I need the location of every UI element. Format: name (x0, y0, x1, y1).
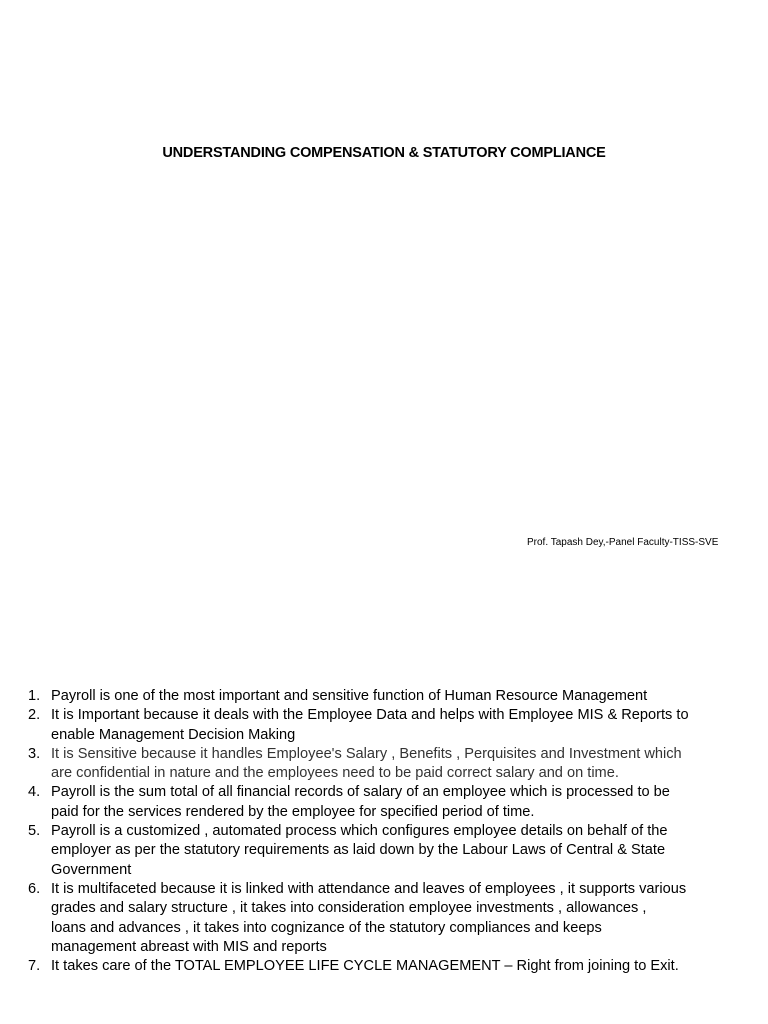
list-item (28, 822, 758, 880)
list-item-number: 7. (28, 958, 41, 975)
list-item-number: 5. (28, 823, 41, 840)
list-item-text: Payroll is a customized , automated process which configures employee details on behalf of the employer as per the statutory requirements as laid down by the Labour Laws of Central & State Government (51, 823, 668, 878)
list-item-text: Payroll is the sum total of all financial records of salary of an employee which is processed to be paid for the services rendered by the employee for specified period of time. (51, 784, 670, 820)
list-item (28, 880, 758, 957)
list-item-text: It is Important because it deals with the Employee Data and helps with Employee MIS & Reports to enable Management Decision Making (51, 707, 689, 743)
list-item-number: 2. (28, 707, 41, 724)
list-item-number: 4. (28, 784, 41, 801)
list-item-text: It takes care of the TOTAL EMPLOYEE LIFE CYCLE MANAGEMENT – Right from joining to Exit. (51, 958, 679, 975)
payroll-points-list (28, 687, 758, 976)
list-item (28, 706, 758, 745)
list-item-number: 3. (28, 745, 41, 762)
list-item (28, 687, 758, 706)
list-item-number: 6. (28, 880, 41, 897)
list-item (28, 745, 758, 784)
document-title: UNDERSTANDING COMPENSATION & STATUTORY COMPLIANCE (162, 145, 606, 161)
list-item-text: It is Sensitive because it handles Employee's Salary , Benefits , Perquisites and Investment which are confidential in nature and the employees need to be paid correct salary and on time. (51, 745, 682, 782)
list-item (28, 783, 758, 822)
list-item (28, 957, 758, 976)
list-item-text: Payroll is one of the most important and sensitive function of Human Resource Management (51, 688, 648, 704)
author-credit: Prof. Tapash Dey,-Panel Faculty-TISS-SVE (527, 537, 719, 548)
list-item-number: 1. (28, 688, 41, 704)
list-item-text: It is multifaceted because it is linked with attendance and leaves of employees , it supports various grades and salary structure , it takes into consideration employee investments , allowances , loans and advances , it takes into cognizance of the statutory compliances and keeps management abreast with MIS and reports (51, 880, 687, 955)
